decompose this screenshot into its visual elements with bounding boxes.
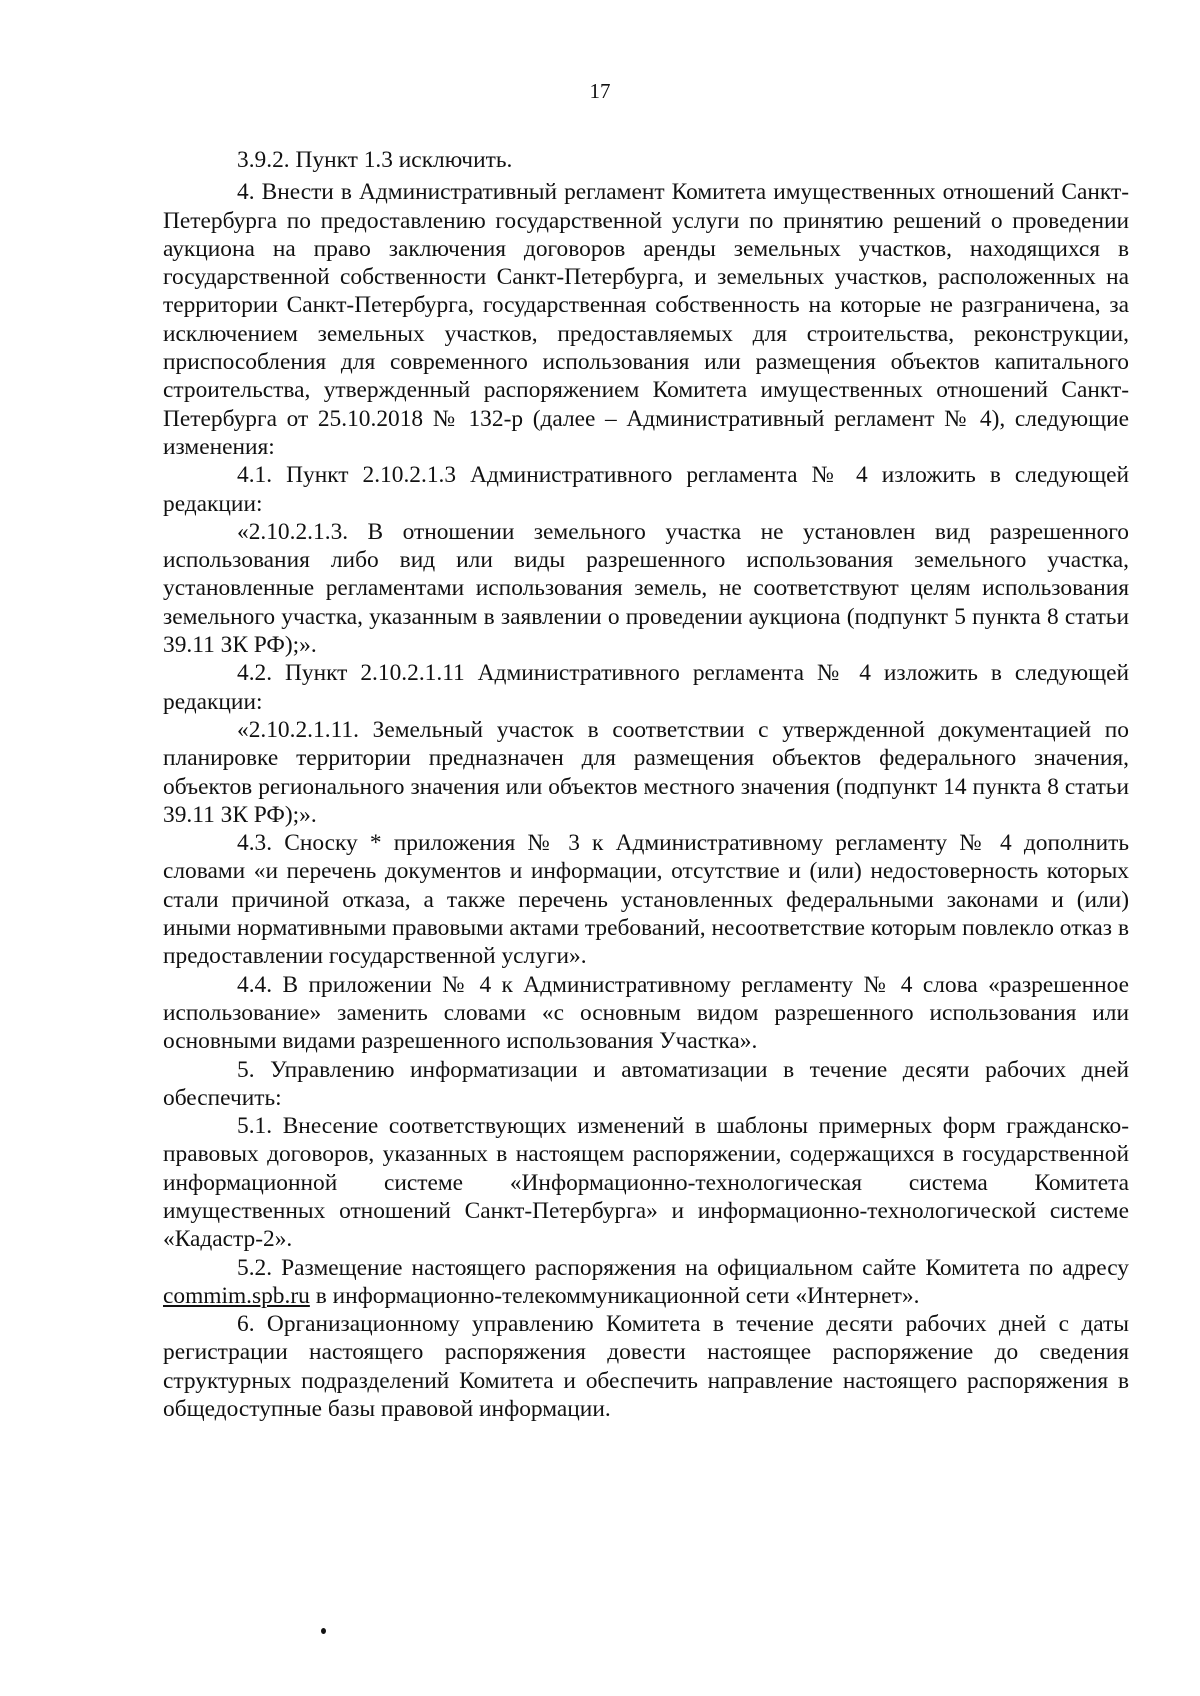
paragraph-4-4: 4.4. В приложении № 4 к Административному регламенту № 4 слова «разрешенное использование» заменить словами «с основным видом разрешенного использования или основными видами разрешенного использования Участка». <box>163 971 1129 1055</box>
paragraph-4: 4. Внести в Административный регламент Комитета имущественных отношений Санкт-Петербурга по предоставлению государственной услуги по принятию решений о проведении аукциона на право заключения договоров аренды земельных участков, находящихся в государственной собственности Санкт-Петербурга, и земельных участков, расположенных на территории Санкт-Петербурга, государственная собственность на которые не разграничена, за исключением земельных участков, предоставляемых для строительства, реконструкции, приспособления для современного использования или размещения объектов капитального строительства, утвержденный распоряжением Комитета имущественных отношений Санкт-Петербурга от 25.10.2018 № 132-р (далее – Административный регламент № 4), следующие изменения: <box>163 179 1129 460</box>
document-body <box>163 146 1129 1423</box>
paragraph-5-2 <box>163 1254 1129 1311</box>
paragraph-4-2: 4.2. Пункт 2.10.2.1.11 Административного регламента № 4 изложить в следующей редакции: <box>163 660 1129 715</box>
paragraph-quote-2-10-2-1-3: «2.10.2.1.3. В отношении земельного участка не установлен вид разрешенного использования либо вид или виды разрешенного использования земельного участка, установленные регламентами использования земель, не соответствуют целям использования земельного участка, указанным в заявлении о проведении аукциона (подпункт 5 пункта 8 статьи 39.11 ЗК РФ);». <box>163 518 1129 659</box>
paragraph-5-2-after: в информационно-телекоммуникационной сети «Интернет». <box>309 1282 920 1309</box>
site-link[interactable]: commim.spb.ru <box>163 1282 310 1309</box>
paragraph-6: 6. Организационному управлению Комитета в течение десяти рабочих дней с даты регистрации настоящего распоряжения довести настоящее распоряжение до сведения структурных подразделений Комитета и обеспечить направление настоящего распоряжения в общедоступные базы правовой информации. <box>163 1311 1129 1423</box>
paragraph-5-1: 5.1. Внесение соответствующих изменений в шаблоны примерных форм гражданско-правовых договоров, указанных в настоящем распоряжении, содержащихся в государственной информационной системе «Информационно-технологическая система Комитета имущественных отношений Санкт-Петербурга» и информационно-технологической системе «Кадастр-2». <box>163 1113 1129 1253</box>
paragraph-5: 5. Управлению информатизации и автоматизации в течение десяти рабочих дней обеспечить: <box>163 1056 1129 1111</box>
paragraph-5-2-before: 5.2. Размещение настоящего распоряжения на официальном сайте Комитета по адресу <box>237 1254 1129 1281</box>
paragraph-4-3: 4.3. Сноску * приложения № 3 к Административному регламенту № 4 дополнить словами «и перечень документов и информации, отсутствие и (или) недостоверность которых стали причиной отказа, а также перечень установленных федеральными законами и (или) иными нормативными правовыми актами требований, несоответствие которым повлекло отказ в предоставлении государственной услуги». <box>163 830 1129 970</box>
paragraph-quote-2-10-2-1-11: «2.10.2.1.11. Земельный участок в соответствии с утвержденной документацией по планировке территории предназначен для размещения объектов федерального значения, объектов регионального значения или объектов местного значения (подпункт 14 пункта 8 статьи 39.11 ЗК РФ);». <box>163 716 1129 828</box>
paragraph-3-9-2: 3.9.2. Пункт 1.3 исключить. <box>237 147 513 173</box>
scan-mark-dot <box>321 1628 326 1634</box>
paragraph-4-1: 4.1. Пункт 2.10.2.1.3 Административного регламента № 4 изложить в следующей редакции: <box>163 462 1129 517</box>
page-number: 17 <box>589 79 611 103</box>
